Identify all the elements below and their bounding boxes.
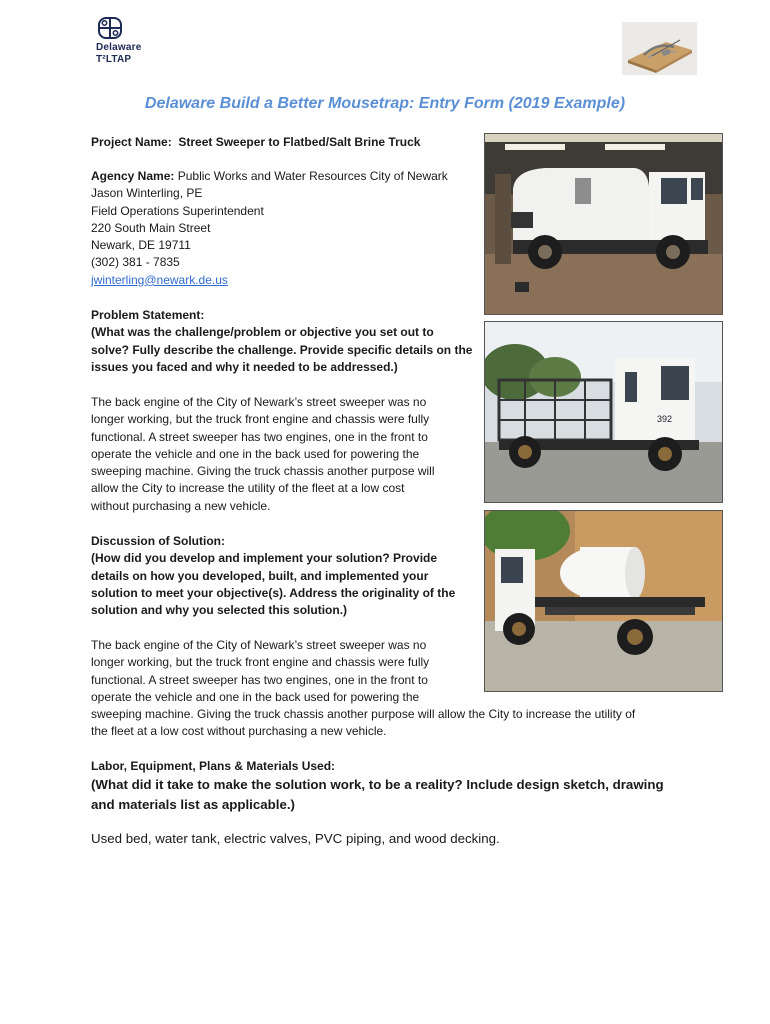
- discussion-prompt-line: solution and why you selected this solution.): [91, 603, 348, 618]
- logo-text-delaware: Delaware: [96, 42, 142, 53]
- discussion-body-line: functional. A street sweeper has two engines, one in the front to: [91, 672, 428, 687]
- logo-mark-icon: [97, 16, 123, 40]
- project-name-row: [91, 134, 420, 151]
- discussion-section: [91, 533, 455, 619]
- problem-body-line: allow the City to increase the utility of the fleet at a low cost: [91, 481, 405, 496]
- labor-heading: Labor, Equipment, Plans & Materials Used:: [91, 759, 336, 773]
- discussion-heading: Discussion of Solution:: [91, 534, 225, 548]
- flatbed-truck-photo: [484, 321, 723, 503]
- labor-prompt: [91, 775, 664, 814]
- project-name-label: Project Name:: [91, 135, 172, 149]
- address-line-1: 220 South Main Street: [91, 220, 211, 235]
- truck-number-label: 392: [657, 414, 673, 424]
- mousetrap-image: [622, 22, 697, 75]
- discussion-body-line: operate the vehicle and one in the back used for powering the: [91, 689, 420, 704]
- logo-text-t2ltap: T²LTAP: [96, 54, 132, 65]
- delaware-t2ltap-logo: [93, 16, 153, 68]
- street-sweeper-photo: [484, 133, 723, 315]
- email-link[interactable]: jwinterling@newark.de.us: [91, 272, 228, 287]
- phone-number: (302) 381 - 7835: [91, 255, 180, 270]
- problem-prompt-line: (What was the challenge/problem or objective you set out to: [91, 325, 434, 340]
- agency-label: Agency Name:: [91, 169, 175, 183]
- discussion-prompt-line: solution to meet your objective(s). Address the originality of the: [91, 585, 456, 600]
- problem-heading: Problem Statement:: [91, 308, 205, 322]
- agency-row: [91, 168, 448, 185]
- problem-body-line: operate the vehicle and one in the back used for powering the: [91, 446, 420, 461]
- discussion-body-line: the fleet at a low cost without purchasing a new vehicle.: [91, 724, 387, 739]
- salt-brine-truck-photo: [484, 510, 723, 692]
- discussion-body-line: sweeping machine. Giving the truck chassis another purpose will allow the City to increase the utility of: [91, 707, 636, 722]
- contact-name: Jason Winterling, PE: [91, 186, 203, 201]
- page-title: Delaware Build a Better Mousetrap: Entry Form (2019 Example): [144, 95, 626, 112]
- discussion-prompt-line: (How did you develop and implement your solution? Provide: [91, 551, 438, 566]
- discussion-body-line: The back engine of the City of Newark’s street sweeper was no: [91, 638, 427, 652]
- discussion-prompt-line: details on how you developed, built, and implemented your: [91, 568, 429, 583]
- address-line-2: Newark, DE 19711: [91, 238, 191, 253]
- labor-prompt-line: and materials list as applicable.): [91, 796, 295, 812]
- labor-body: Used bed, water tank, electric valves, PVC piping, and wood decking.: [91, 831, 500, 846]
- agency-block: [91, 168, 448, 289]
- problem-body-line: functional. A street sweeper has two engines, one in the front to: [91, 429, 428, 444]
- problem-body-line: sweeping machine. Giving the truck chassis another purpose will: [91, 464, 435, 479]
- labor-prompt-line: (What did it take to make the solution work, to be a reality? Include design sketch, drawing: [91, 777, 664, 792]
- project-name-value: Street Sweeper to Flatbed/Salt Brine Truck: [178, 135, 421, 149]
- problem-body-line: longer working, but the truck front engine and chassis were fully: [91, 412, 430, 427]
- problem-prompt-line: solve? Fully describe the challenge. Provide specific details on the: [91, 342, 473, 357]
- problem-body-line: without purchasing a new vehicle.: [91, 498, 271, 513]
- agency-value: Public Works and Water Resources City of Newark: [177, 169, 448, 183]
- problem-body-line: The back engine of the City of Newark’s street sweeper was no: [91, 395, 427, 409]
- discussion-body-line: longer working, but the truck front engine and chassis were fully: [91, 655, 430, 670]
- contact-title: Field Operations Superintendent: [91, 203, 264, 218]
- problem-body: [91, 394, 435, 515]
- problem-section: [91, 307, 472, 376]
- problem-prompt-line: issues you faced and why it needed to be addressed.): [91, 359, 398, 374]
